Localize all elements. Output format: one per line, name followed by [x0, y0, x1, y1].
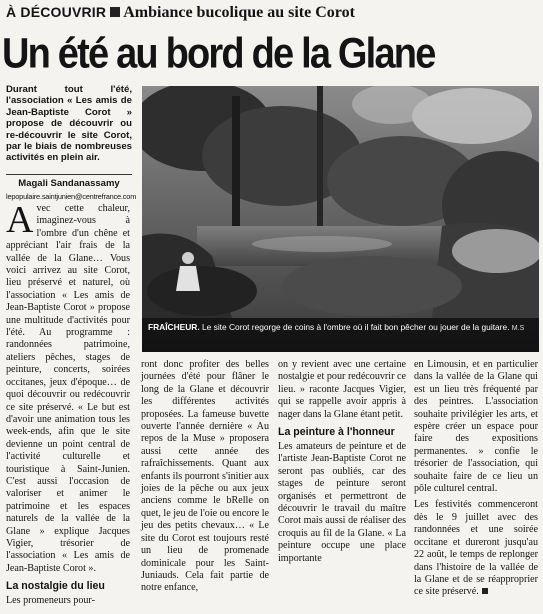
square-bullet-icon	[110, 7, 120, 17]
intertitle-nostalgia: La nostalgie du lieu	[6, 580, 105, 593]
column-4-text-2: Les festivités commenceront dès le 9 juillet avec des randonnées et une soirée occitane et dureront jusqu'au 22 août, le temps de replonger dans l'histoire de la vallée de la Glane et de se réapproprier ce site préservé.	[414, 499, 538, 598]
article-lead: Durant tout l'été, l'association « Les amis de Jean-Baptiste Corot » propose de découvrir ou re-découvrir le site Corot, par le biais de nombreuses activités en plein air.	[6, 84, 132, 164]
article-column-4	[414, 359, 538, 599]
end-of-article-icon	[482, 588, 488, 594]
caption-text: Le site Corot regorge de coins à l'ombre où il fait bon pêcher ou jouer de la guitare.	[201, 322, 510, 332]
article-column-2	[141, 359, 269, 595]
author-email: lepopulaire.saintjunien@centrefrance.com	[6, 192, 137, 201]
column-3-text-2: Les amateurs de peinture et de l'artiste Jean-Baptiste Corot ne seront pas oubliés, car des stages de peinture seront organisés et permettront de découvrir le travail du maître Corot mais aussi de réaliser des croquis au fil de la Glane. « La peinture occupe une place importante	[278, 441, 406, 564]
section-rubric: À DÉCOUVRIR	[6, 4, 107, 20]
column-2-text: ront donc profiter des belles journées d'été pour flâner le long de la Glane et découvrir les différentes activités proposées. La fameuse buvette ouverte l'année dernière « Au repos de la Muse » proposera aussi cette année des rafraîchissements. Quant aux enfants ils pourront s'initier aux joies de la pêche ou aux jeux anciens comme le bRelle on quet, le jeu de l'oie ou encore le jeu des petits chevaux… « Le site du Corot est toujours resté un lieu de promenade dominicale pour les Saint-Juniauds. Cela fait partie de notre enfance,	[141, 359, 269, 594]
column-1-tail: Les promeneurs pour-	[6, 595, 95, 607]
column-1-text: vec cette chaleur, imaginez-vous à l'ombre d'un chêne et appréciant l'air frais de la vallée de la Glane… Vous voici arrivez au site Corot, lieu préservé et naturel, où l'association « Les amis de Jean-Baptiste Corot » propose une multitude d'activités pour l'été. Au programme : randonnées patrimoine, ateliers pêches, stages de peinture, concerts, soirées occitanes, jeux d'époque… de quoi découvrir ou redécouvrir ce site préservé. « Le but est d'avoir une animation tous les week-ends, afin que le site devienne un point central de l'activité culturelle et touristique à Saint-Junien. C'est aussi l'occasion de valoriser et animer le patrimoine et les espaces naturels de la vallée de la Glane » explique Jacques Vigier, trésorier de l'association « Les amis de Jean-Baptiste Corot ».	[6, 203, 130, 574]
section-kicker	[6, 4, 536, 24]
byline-divider	[6, 174, 132, 175]
column-4-text: en Limousin, et en particulier dans la vallée de la Glane qui est un lieu très fréquenté par des peintres. L'association souhaite privilégier les arts, et espère créer un espace pour faire des expositions permanentes. » confie le trésorier de l'association, qui souhaite faire de ce lieu un pôle culturel central.	[414, 359, 538, 495]
article-column-1	[6, 199, 130, 608]
article-headline: Un été au bord de la Glane	[2, 30, 435, 78]
subheadline: Ambiance bucolique au site Corot	[123, 4, 355, 21]
intertitle-painting: La peinture à l'honneur	[278, 426, 395, 439]
drop-cap: A	[6, 199, 34, 241]
article-photo	[142, 86, 539, 352]
column-3-text: on y revient avec une certaine nostalgie et pour redécouvrir ce lieu. » raconte Jacques Vigier, qui se rappelle avoir appris à nager dans la Glane étant petit.	[278, 359, 406, 420]
article-column-3	[278, 359, 406, 565]
photo-caption	[142, 318, 539, 352]
author-name: Magali Sandanassamy	[18, 178, 120, 189]
photo-credit: M.S	[511, 325, 525, 332]
caption-label: FRAÎCHEUR.	[148, 322, 200, 332]
